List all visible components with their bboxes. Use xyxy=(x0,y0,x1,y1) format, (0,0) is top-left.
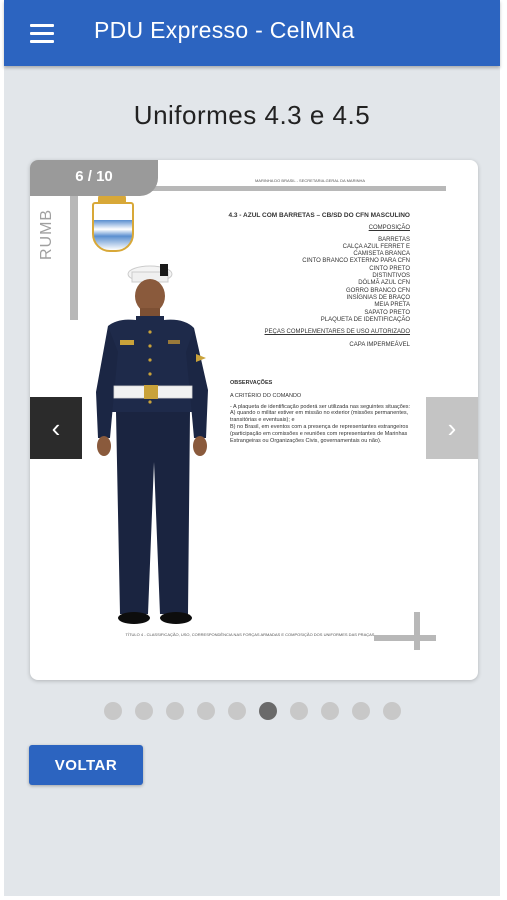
doc-footer: TÍTULO 4 - CLASSIFICAÇÃO, USO, CORRESPONDÊNCIA NAS FORÇAS ARMADAS E COMPOSIÇÃO DOS UNIFORMES DAS PRAÇAS xyxy=(125,632,375,637)
pagination-dot[interactable] xyxy=(197,702,215,720)
doc-header: MARINHA DO BRASIL - SECRETARIA-GERAL DA MARINHA xyxy=(254,178,366,183)
composition-item: GORRO BRANCO CFN xyxy=(345,287,410,294)
app-title: PDU Expresso - CelMNa xyxy=(94,17,355,43)
pagination-dot[interactable] xyxy=(321,702,339,720)
composition-item: DÓLMÃ AZUL CFN xyxy=(358,280,410,287)
pagination-dot[interactable] xyxy=(135,702,153,720)
pagination-dot[interactable] xyxy=(166,702,184,720)
composition-item: INSÍGNIAS DE BRAÇO xyxy=(346,294,410,301)
pagination-dot[interactable] xyxy=(290,702,308,720)
obs-line: - A plaqueta de identificação poderá ser utilizada nas seguintes situações: xyxy=(230,403,411,410)
chevron-right-icon[interactable]: › xyxy=(426,397,478,459)
pagination-dot[interactable] xyxy=(383,702,401,720)
composition-item: CAMISETA BRANCA xyxy=(353,251,410,258)
complementary-label: PEÇAS COMPLEMENTARES DE USO AUTORIZADO xyxy=(264,329,410,336)
page-title: Uniformes 4.3 e 4.5 xyxy=(133,100,371,130)
complementary-item: CAPA IMPERMEÁVEL xyxy=(349,342,410,349)
composition-item: SAPATO PRETO xyxy=(364,309,410,316)
back-button[interactable]: VOLTAR xyxy=(29,745,143,785)
chevron-left-icon[interactable]: ‹ xyxy=(30,397,82,459)
composition-item: BARRETAS xyxy=(378,236,410,243)
composition-label: COMPOSIÇÃO xyxy=(368,225,410,232)
pagination-dot[interactable] xyxy=(228,702,246,720)
pagination-dot[interactable] xyxy=(259,702,277,720)
composition-item: CINTO PRETO xyxy=(369,265,410,272)
obs-line: A CRITÉRIO DO COMANDO xyxy=(230,392,302,399)
composition-item: CINTO BRANCO EXTERNO PARA CFN xyxy=(302,258,410,265)
composition-item: MEIA PRETA xyxy=(374,302,410,309)
uniform-composition xyxy=(210,212,410,350)
uniform-title: 4.3 - AZUL COM BARRETAS – CB/SD DO CFN MASCULINO xyxy=(228,212,410,219)
pagination-dot[interactable] xyxy=(104,702,122,720)
doc-side-label: RUMB xyxy=(38,208,55,260)
observations xyxy=(230,380,412,444)
image-carousel[interactable] xyxy=(30,160,478,680)
composition-item: CALÇA AZUL FERRET E xyxy=(342,243,410,250)
marine-uniform-figure xyxy=(88,262,222,628)
navy-crest-icon xyxy=(92,202,134,252)
pagination-dot[interactable] xyxy=(352,702,370,720)
composition-list xyxy=(210,237,410,325)
app-bar xyxy=(4,0,500,66)
menu-icon[interactable] xyxy=(30,24,56,44)
obs-line: B) no Brasil, em eventos com a presença de representantes estrangeiros (participação em comissões e reuniões com representantes de Marinhas Estrangeiras ou Organizações Civis, governamentais ou não). xyxy=(230,423,409,444)
obs-label: OBSERVAÇÕES xyxy=(230,380,273,386)
composition-item: DISTINTIVOS xyxy=(372,273,410,280)
composition-item: PLAQUETA DE IDENTIFICAÇÃO xyxy=(320,316,410,323)
obs-line: A) quando o militar estiver em missão no exterior (missões permanentes, transitórias e eventuais); e xyxy=(230,410,409,424)
app-frame xyxy=(4,0,500,896)
slide-counter: 6 / 10 xyxy=(30,160,158,196)
